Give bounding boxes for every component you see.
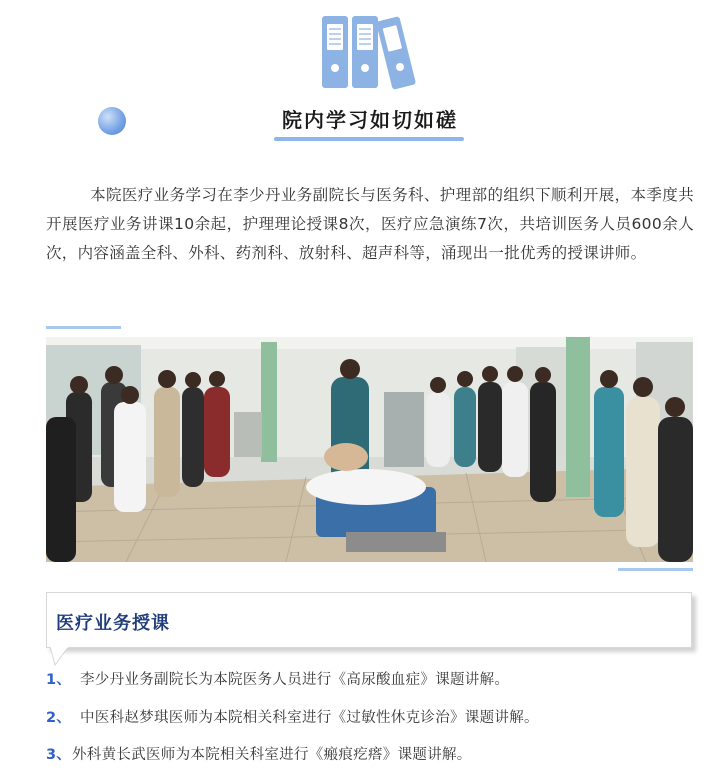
training-photo	[46, 337, 693, 562]
list-item-text: 外科黄长武医师为本院相关科室进行《瘢痕疙瘩》课题讲解。	[72, 747, 472, 763]
intro-paragraph	[46, 181, 694, 268]
list-item	[46, 706, 539, 727]
list-item-number: 3、	[46, 747, 72, 763]
card-pointer	[49, 646, 71, 666]
list-item-number: 1、	[46, 672, 72, 688]
divider-top	[46, 326, 121, 329]
intro-text: 本院医疗业务学习在李少丹业务副院长与医务科、护理部的组织下顺利开展，本季度共开展医疗业务讲课10余起，护理理论授课8次，医疗应急演练7次，共培训医务人员600余人次，内容涵盖全科、外科、药剂科、放射科、超声科等，涌现出一批优秀的授课讲师。	[46, 186, 694, 262]
list-item	[46, 668, 509, 689]
subsection-title: 医疗业务授课	[56, 613, 170, 634]
section-title: 院内学习如切如磋	[282, 108, 458, 132]
binders-icon	[320, 12, 420, 92]
list-item-text: 李少丹业务副院长为本院医务人员进行《高尿酸血症》课题讲解。	[80, 672, 510, 688]
blue-circle-icon	[98, 107, 126, 135]
divider-bottom	[618, 568, 693, 571]
list-item-number: 2、	[46, 710, 72, 726]
list-item-text: 中医科赵梦琪医师为本院相关科室进行《过敏性休克诊治》课题讲解。	[80, 710, 539, 726]
title-underline	[274, 137, 464, 141]
list-item	[46, 743, 472, 764]
